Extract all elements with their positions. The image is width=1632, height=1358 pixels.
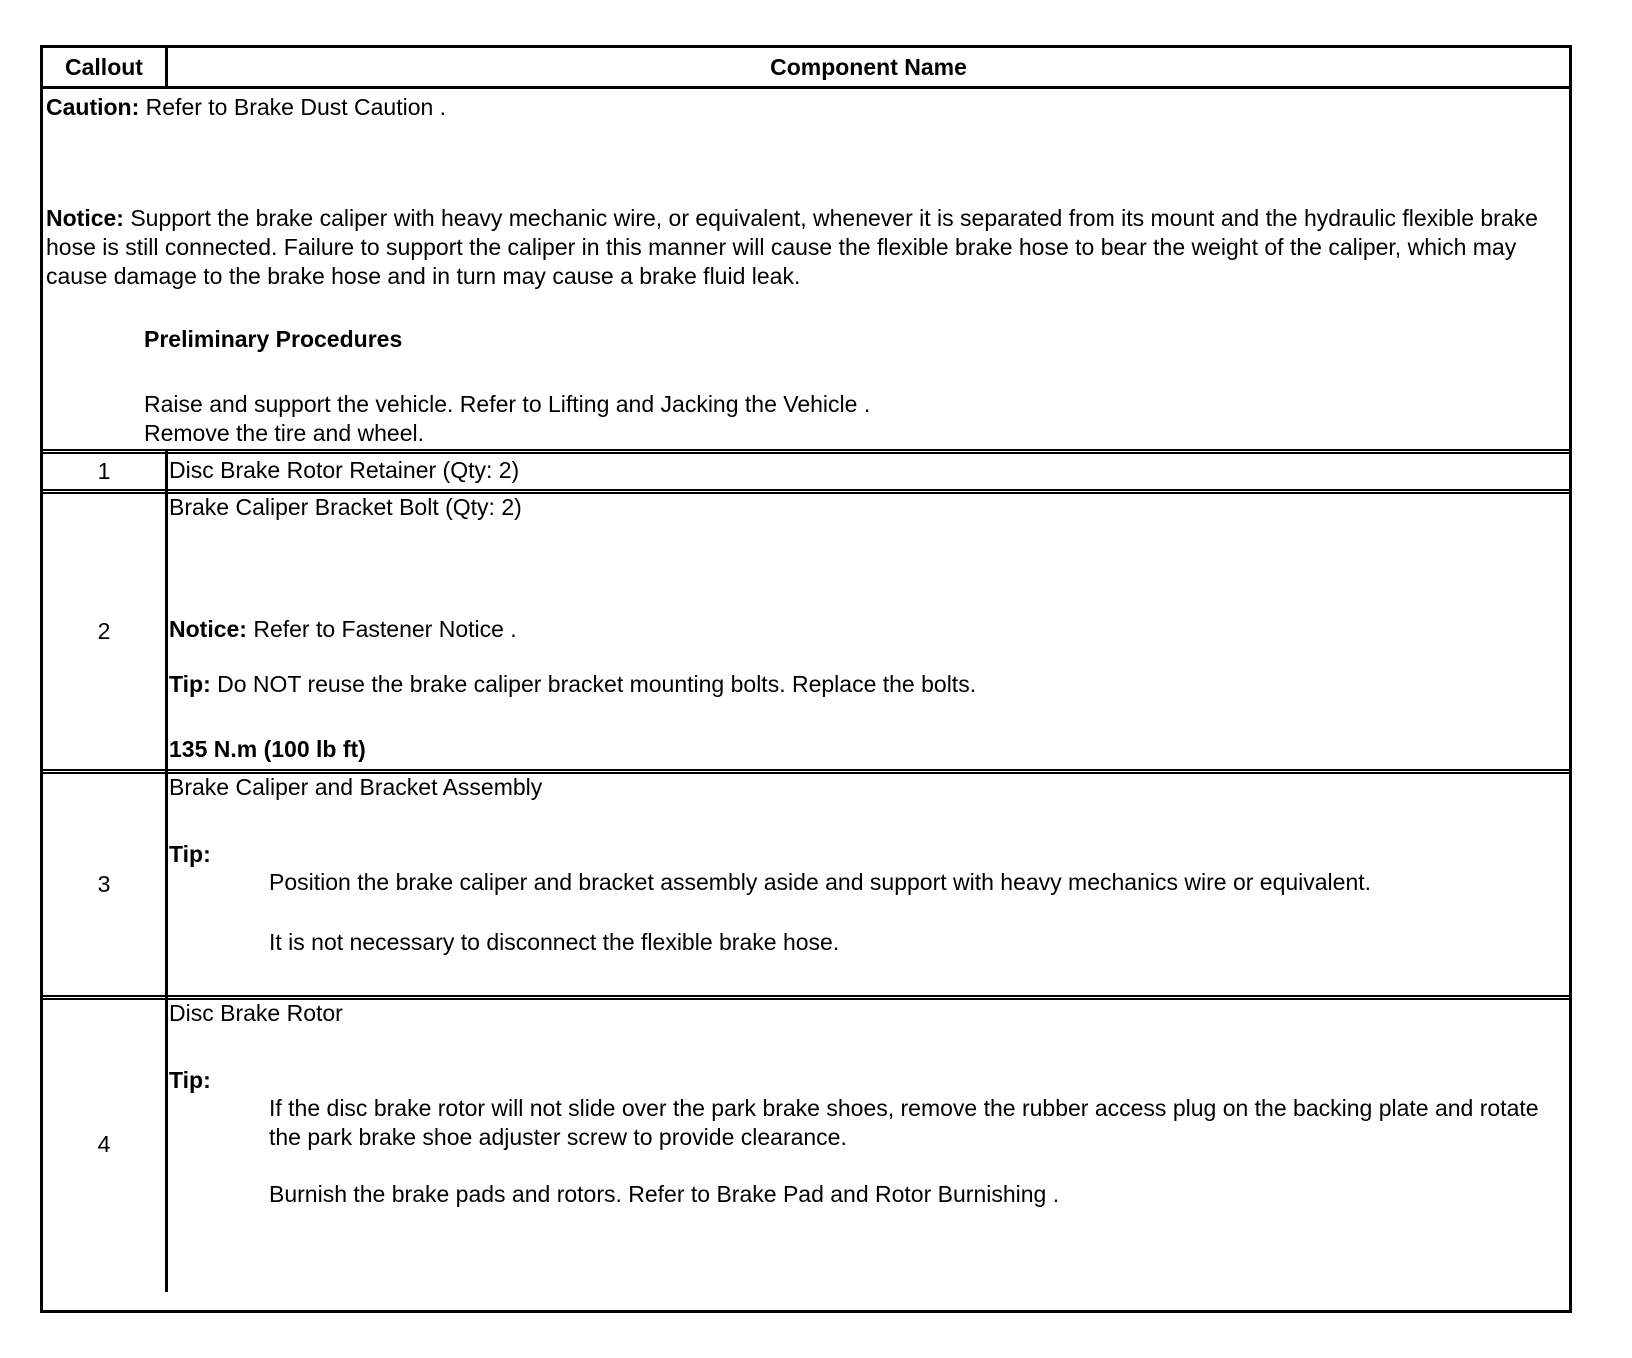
callout-column-header: Callout — [65, 53, 143, 80]
table-row — [43, 999, 1569, 1289]
callout-number: 4 — [97, 1130, 111, 1157]
notice-line — [169, 615, 517, 644]
component-name: Disc Brake Rotor — [169, 1000, 343, 1026]
row-separator — [43, 995, 1569, 997]
component-name-column-header: Component Name — [770, 53, 967, 80]
preliminary-step: Remove the tire and wheel. — [144, 420, 424, 446]
tip-item: Burnish the brake pads and rotors. Refer to Brake Pad and Rotor Burnishing . — [269, 1181, 1060, 1207]
tip-label: Tip: — [169, 671, 211, 697]
table-row — [43, 493, 1569, 769]
tip-text: Do NOT reuse the brake caliper bracket mounting bolts. Replace the bolts. — [217, 671, 977, 697]
notice-text: Support the brake caliper with heavy mechanic wire, or equivalent, whenever it is separated from its mount and the hydraulic flexible brake hose is still connected. Failure to support the caliper in this manner will cause the flexible brake hose to bear the weight of the caliper, which may cause damage to the brake hose and in turn may cause a brake fluid leak. — [46, 205, 1538, 289]
table-header — [43, 48, 1569, 86]
procedure-table — [40, 45, 1572, 1313]
tip-label: Tip: — [169, 841, 211, 867]
row-separator — [43, 769, 1569, 771]
component-name: Brake Caliper Bracket Bolt (Qty: 2) — [169, 494, 522, 520]
preliminary-procedures-title: Preliminary Procedures — [144, 326, 403, 352]
row-separator — [43, 489, 1569, 491]
table-row — [43, 453, 1569, 489]
caution-line — [46, 93, 446, 122]
intro-separator — [43, 449, 1569, 451]
notice-text: Refer to Fastener Notice . — [253, 616, 517, 642]
notice-label: Notice: — [46, 205, 124, 231]
table-row — [43, 773, 1569, 995]
header-divider — [165, 48, 168, 86]
tip-item: Position the brake caliper and bracket assembly aside and support with heavy mechanics wire or equivalent. — [269, 869, 1372, 895]
notice-label: Notice: — [169, 616, 247, 642]
tip-line — [169, 670, 976, 699]
tip-label: Tip: — [169, 1067, 211, 1093]
callout-number: 1 — [97, 457, 111, 484]
callout-number: 3 — [97, 870, 111, 897]
torque-spec: 135 N.m (100 lb ft) — [169, 736, 366, 762]
component-name: Brake Caliper and Bracket Assembly — [169, 774, 543, 800]
tip-item: It is not necessary to disconnect the flexible brake hose. — [269, 929, 840, 955]
caution-label: Caution: — [46, 94, 140, 120]
preliminary-step: Raise and support the vehicle. Refer to Lifting and Jacking the Vehicle . — [144, 391, 871, 417]
notice-paragraph — [46, 204, 1546, 291]
component-name: Disc Brake Rotor Retainer (Qty: 2) — [169, 457, 520, 483]
tip-item: If the disc brake rotor will not slide over the park brake shoes, remove the rubber access plug on the backing plate and rotate the park brake shoe adjuster screw to provide clearance. — [269, 1095, 1539, 1150]
intro-section — [43, 89, 1569, 449]
callout-number: 2 — [97, 617, 111, 644]
caution-text: Refer to Brake Dust Caution . — [145, 94, 447, 120]
